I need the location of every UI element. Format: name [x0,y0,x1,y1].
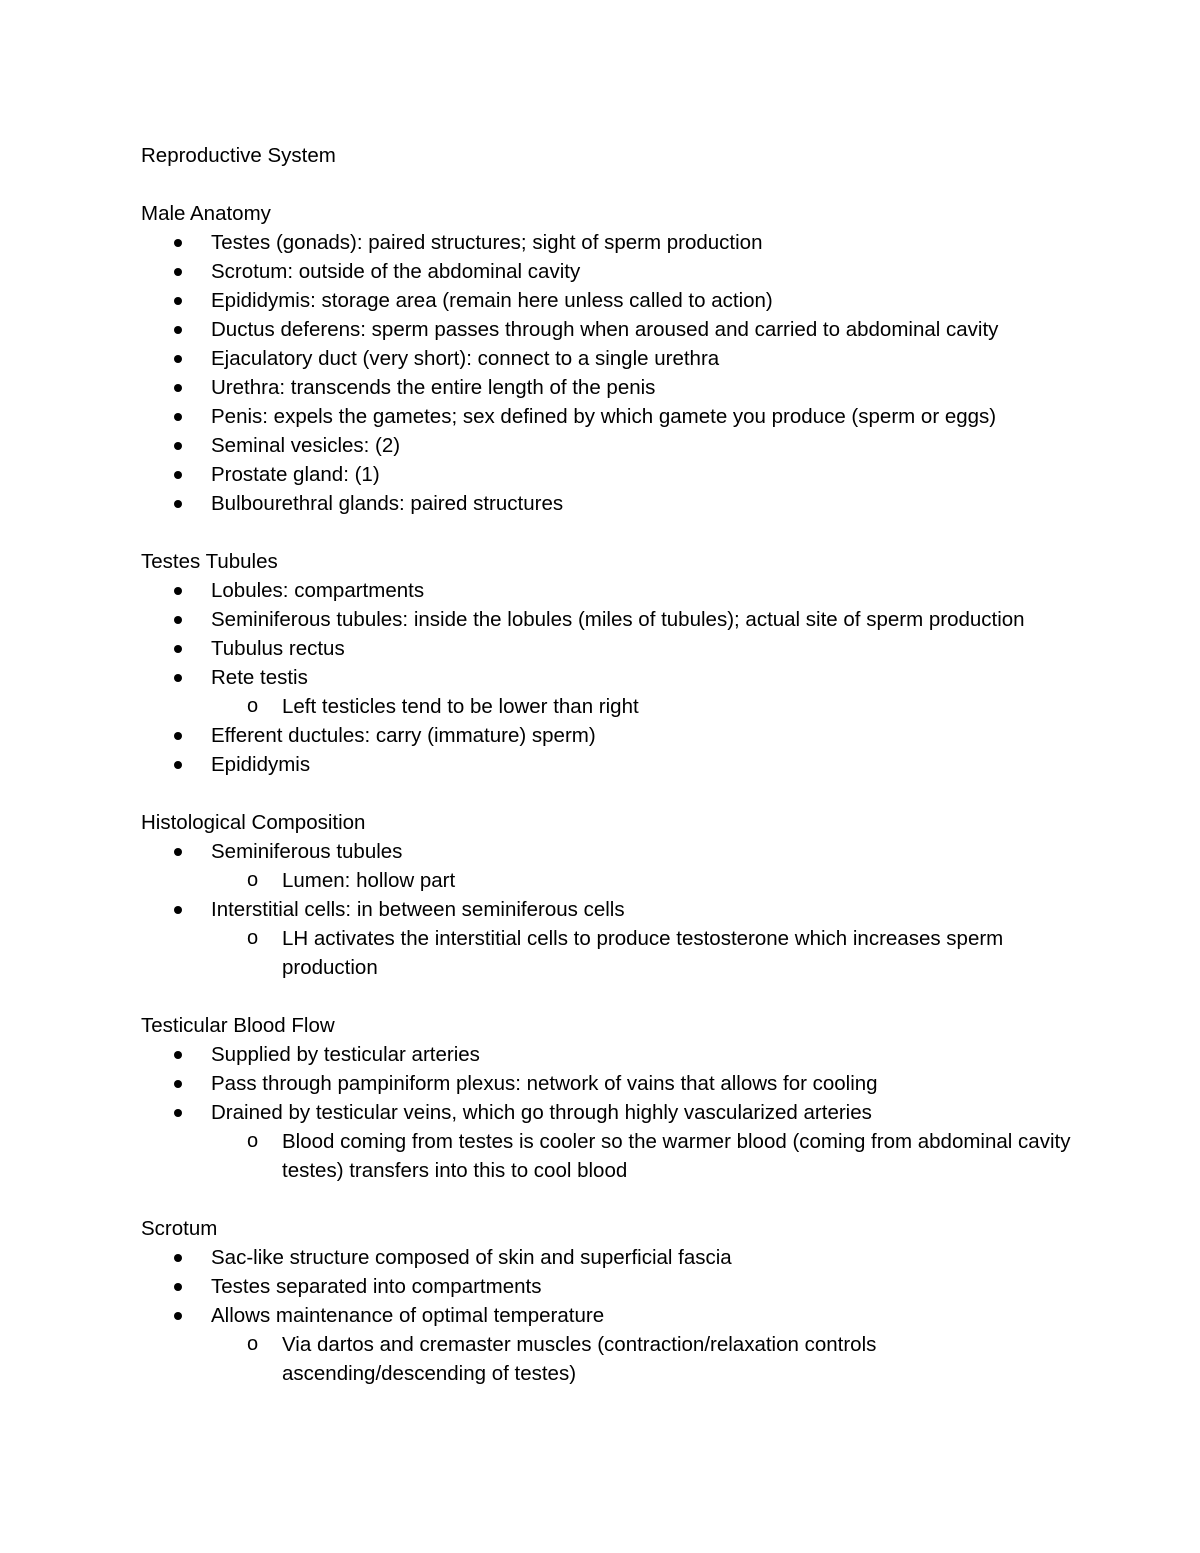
blank-line [141,170,1071,199]
bullet-disc-icon [174,1312,182,1320]
list-item [141,895,1071,924]
section-heading: Testicular Blood Flow [141,1014,335,1037]
list-item-text: Seminiferous tubules: inside the lobules (miles of tubules); actual site of sperm production [211,608,1025,631]
sub-list-item [141,924,1071,982]
list-item-text: Prostate gland: (1) [211,463,380,486]
section-heading: Male Anatomy [141,202,271,225]
bullet-circle-icon: o [247,1333,259,1355]
section-heading: Scrotum [141,1217,218,1240]
sub-list-item [141,1330,1071,1388]
list-item-text: Lobules: compartments [211,579,425,602]
list-item-text: Epididymis: storage area (remain here unless called to action) [211,289,773,312]
bullet-disc-icon [174,1283,182,1291]
bullet-disc-icon [174,848,182,856]
bullet-disc-icon [174,442,182,450]
list-item [141,1098,1071,1127]
list-item [141,634,1071,663]
sub-list-item [141,1127,1071,1185]
bullet-disc-icon [174,674,182,682]
bullet-disc-icon [174,732,182,740]
list-item-text: Rete testis [211,666,308,689]
list-item [141,228,1071,257]
list-item [141,1243,1071,1272]
document-content [141,141,1071,1388]
bullet-disc-icon [174,645,182,653]
blank-line [141,982,1071,1011]
list-item-text: Epididymis [211,753,311,776]
list-item [141,576,1071,605]
list-item [141,489,1071,518]
list-item [141,1301,1071,1330]
bullet-disc-icon [174,906,182,914]
sub-list-item-text: LH activates the interstitial cells to produce testosterone which increases sperm production [282,927,1004,979]
sub-list-item-text: Via dartos and cremaster muscles (contraction/relaxation controls ascending/descending of testes) [282,1333,877,1385]
bullet-disc-icon [174,616,182,624]
bullet-disc-icon [174,500,182,508]
bullet-circle-icon: o [247,1130,259,1152]
bullet-disc-icon [174,239,182,247]
list-item [141,315,1071,344]
list-item-text: Supplied by testicular arteries [211,1043,480,1066]
list-item [141,837,1071,866]
bullet-list [141,1040,1071,1185]
list-item-text: Urethra: transcends the entire length of the penis [211,376,656,399]
bullet-disc-icon [174,413,182,421]
list-item [141,373,1071,402]
list-item-text: Tubulus rectus [211,637,345,660]
list-item [141,1069,1071,1098]
list-item [141,663,1071,692]
list-item-text: Seminal vesicles: (2) [211,434,401,457]
blank-line [141,1185,1071,1214]
bullet-circle-icon: o [247,927,259,949]
bullet-disc-icon [174,326,182,334]
list-item-text: Testes (gonads): paired structures; sight of sperm production [211,231,763,254]
bullet-list [141,837,1071,982]
list-item-text: Testes separated into compartments [211,1275,542,1298]
blank-line [141,518,1071,547]
list-item [141,344,1071,373]
bullet-disc-icon [174,1051,182,1059]
list-item-text: Scrotum: outside of the abdominal cavity [211,260,581,283]
list-item-text: Penis: expels the gametes; sex defined by which gamete you produce (sperm or eggs) [211,405,997,428]
bullet-list [141,228,1071,518]
list-item-text: Efferent ductules: carry (immature) sperm) [211,724,596,747]
bullet-list [141,1243,1071,1388]
section-heading: Histological Composition [141,811,366,834]
blank-line [141,779,1071,808]
bullet-disc-icon [174,1109,182,1117]
sub-list-item-text: Left testicles tend to be lower than right [282,695,639,718]
list-item-text: Sac-like structure composed of skin and superficial fascia [211,1246,732,1269]
list-item-text: Allows maintenance of optimal temperature [211,1304,605,1327]
bullet-disc-icon [174,587,182,595]
bullet-disc-icon [174,355,182,363]
bullet-disc-icon [174,268,182,276]
bullet-disc-icon [174,761,182,769]
bullet-circle-icon: o [247,869,259,891]
bullet-list [141,576,1071,779]
list-item [141,431,1071,460]
list-item-text: Drained by testicular veins, which go through highly vascularized arteries [211,1101,872,1124]
list-item [141,257,1071,286]
list-item [141,1272,1071,1301]
bullet-disc-icon [174,1254,182,1262]
list-item-text: Ejaculatory duct (very short): connect to a single urethra [211,347,720,370]
list-item [141,605,1071,634]
bullet-disc-icon [174,471,182,479]
bullet-disc-icon [174,297,182,305]
list-item [141,1040,1071,1069]
document-title: Reproductive System [141,144,336,167]
bullet-circle-icon: o [247,695,259,717]
sub-list-item [141,866,1071,895]
list-item [141,721,1071,750]
bullet-disc-icon [174,384,182,392]
sub-list-item [141,692,1071,721]
sub-list-item-text: Blood coming from testes is cooler so the warmer blood (coming from abdominal cavity testes) transfers into this to cool blood [282,1130,1071,1182]
list-item-text: Seminiferous tubules [211,840,403,863]
list-item-text: Pass through pampiniform plexus: network of vains that allows for cooling [211,1072,878,1095]
list-item-text: Interstitial cells: in between seminiferous cells [211,898,625,921]
section-heading: Testes Tubules [141,550,278,573]
list-item [141,286,1071,315]
list-item [141,460,1071,489]
bullet-disc-icon [174,1080,182,1088]
list-item [141,750,1071,779]
sub-list-item-text: Lumen: hollow part [282,869,456,892]
list-item [141,402,1071,431]
list-item-text: Bulbourethral glands: paired structures [211,492,564,515]
list-item-text: Ductus deferens: sperm passes through when aroused and carried to abdominal cavity [211,318,999,341]
